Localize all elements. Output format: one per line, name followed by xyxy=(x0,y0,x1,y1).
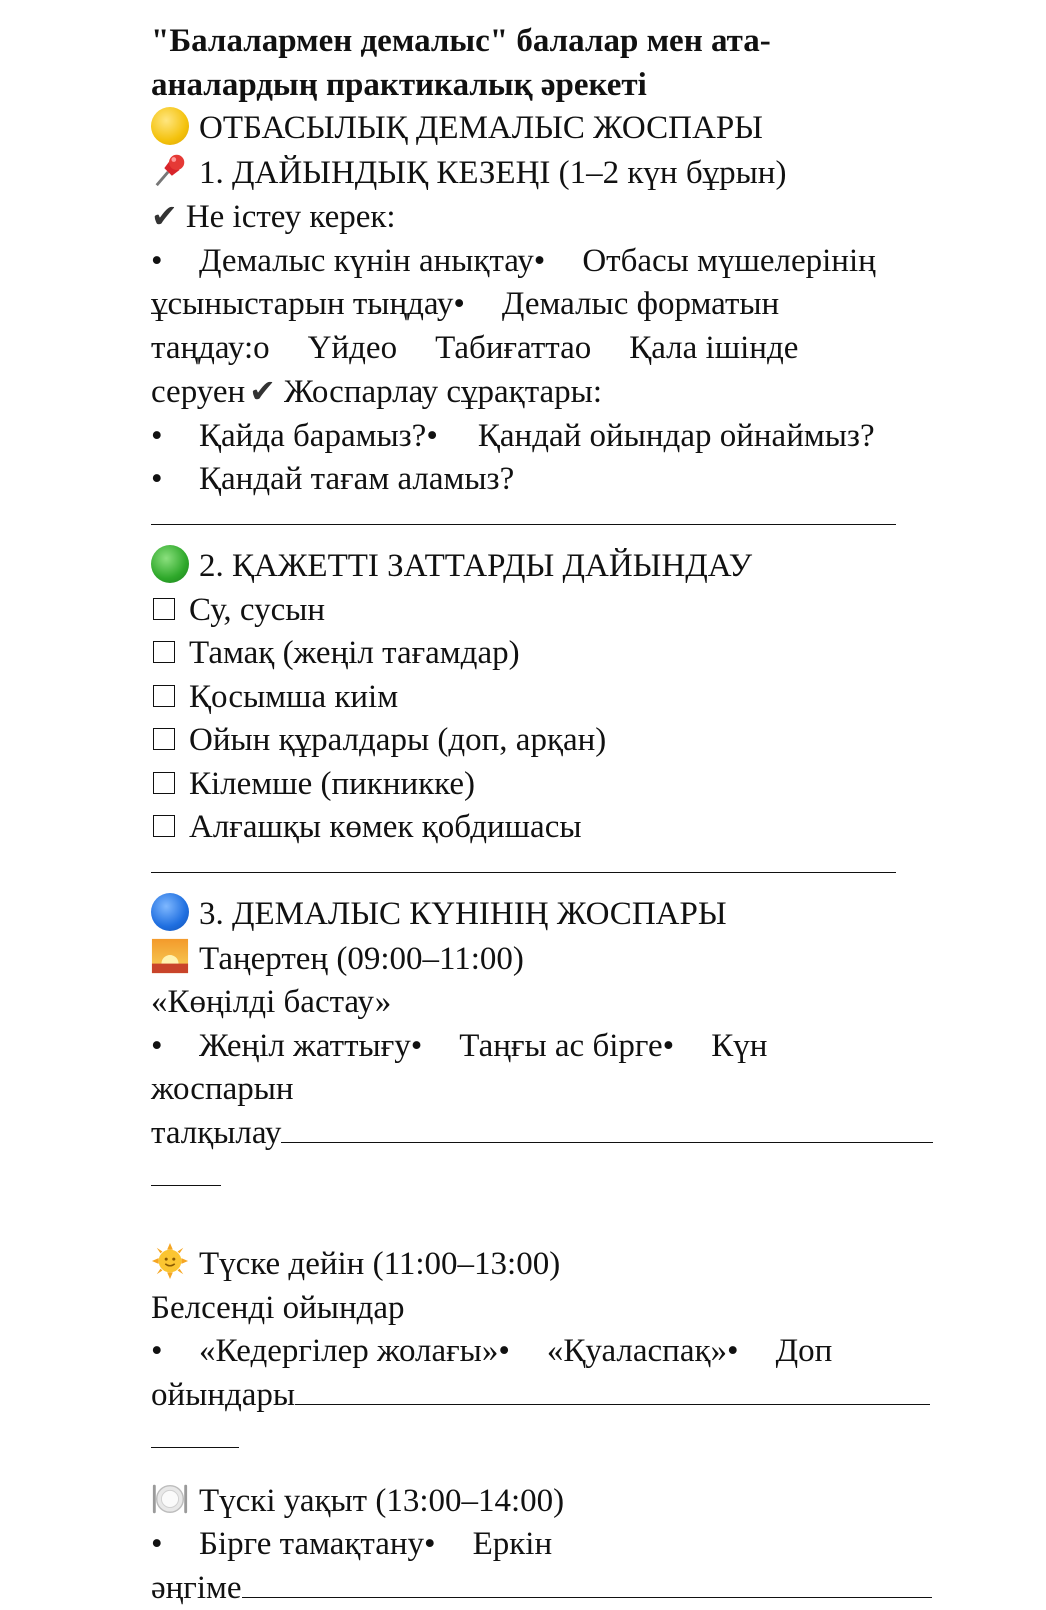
sunrise-icon xyxy=(151,937,189,975)
checklist-item-label: Алғашқы көмек қобдишасы xyxy=(189,809,582,845)
noon-ball: Доп xyxy=(776,1330,833,1374)
plate-icon xyxy=(151,1479,189,1517)
bullet: • xyxy=(151,415,199,459)
todo-item-family-cont: ұсыныстарын тыңдау• xyxy=(151,283,465,327)
format-nature: Табиғаттао xyxy=(435,327,591,371)
sun-face-icon xyxy=(151,1242,189,1280)
todo-item-date: Демалыс күнін анықтау• xyxy=(199,240,545,284)
questions-line-1 xyxy=(151,415,961,459)
doc-title-line-1: "Балалармен демалыс" балалар мен ата- xyxy=(151,20,961,64)
bullet: • xyxy=(151,1523,199,1567)
question-where: Қайда барамыз?• xyxy=(199,415,438,459)
checklist-item xyxy=(151,763,961,807)
morning-line-1 xyxy=(151,1025,961,1069)
lunch-heading-text: Түскі уақыт (13:00–14:00) xyxy=(199,1483,564,1519)
questions-label: Жоспарлау сұрақтары: xyxy=(284,374,602,410)
questions-line-2 xyxy=(151,458,961,502)
checklist-item-label: Қосымша киім xyxy=(189,679,398,715)
document xyxy=(151,20,961,1610)
green-circle-icon xyxy=(151,545,189,583)
morning-day: Күн xyxy=(711,1025,767,1069)
lunch-heading xyxy=(151,1479,961,1524)
question-food: Қандай тағам аламыз? xyxy=(199,458,514,502)
plan-heading xyxy=(151,107,961,151)
noon-line-1 xyxy=(151,1330,961,1374)
checkbox-icon[interactable] xyxy=(153,815,175,837)
todo-item-family: Отбасы мүшелерінің xyxy=(582,240,875,284)
stage3-heading-text: 3. ДЕМАЛЫС КҮНІНІҢ ЖОСПАРЫ xyxy=(199,896,727,932)
stage2-heading-text: 2. ҚАЖЕТТІ ЗАТТАРДЫ ДАЙЫНДАУ xyxy=(199,548,752,584)
checklist-item-label: Тамақ (жеңіл тағамдар) xyxy=(189,635,520,671)
morning-discuss: талқылау xyxy=(151,1112,281,1156)
noon-title: Белсенді ойындар xyxy=(151,1287,961,1331)
todo-label-text: Не істеу керек: xyxy=(186,199,396,235)
lunch-line-2 xyxy=(151,1567,961,1610)
fill-in-line[interactable] xyxy=(281,1112,933,1143)
todo-label xyxy=(151,195,961,240)
noon-ball-games: ойындары xyxy=(151,1374,295,1418)
todo-line-4 xyxy=(151,370,961,415)
todo-item-format: Демалыс форматын xyxy=(502,283,779,327)
question-games: Қандай ойындар ойнаймыз? xyxy=(478,415,875,459)
format-choose: таңдау:о xyxy=(151,327,270,371)
todo-line-3 xyxy=(151,327,961,371)
checklist-item-label: Су, сусын xyxy=(189,592,325,628)
section-divider xyxy=(151,850,961,894)
checklist-item-label: Ойын құралдары (доп, арқан) xyxy=(189,722,606,758)
checkbox-icon[interactable] xyxy=(153,685,175,707)
format-walk: серуен xyxy=(151,371,245,415)
checkbox-icon[interactable] xyxy=(153,641,175,663)
spacer xyxy=(151,1199,961,1243)
lunch-talk: әңгіме xyxy=(151,1567,242,1610)
morning-heading-text: Таңертең (09:00–11:00) xyxy=(199,941,524,977)
checklist-item xyxy=(151,676,961,720)
morning-line-3 xyxy=(151,1112,961,1156)
doc-title-line-2: аналардың практикалық әрекеті xyxy=(151,64,961,108)
checkmark-icon: ✔ xyxy=(249,372,276,410)
checkmark-icon: ✔ xyxy=(151,197,178,235)
format-city: Қала ішінде xyxy=(629,327,798,371)
noon-line-3 xyxy=(151,1417,961,1461)
morning-line-4 xyxy=(151,1155,961,1199)
stage1-heading xyxy=(151,151,961,196)
noon-heading xyxy=(151,1242,961,1287)
stage2-heading xyxy=(151,545,961,589)
todo-line-1 xyxy=(151,240,961,284)
lunch-line-1 xyxy=(151,1523,961,1567)
checklist-item xyxy=(151,719,961,763)
morning-exercise: Жеңіл жаттығу• xyxy=(199,1025,422,1069)
lunch-free: Еркін xyxy=(473,1523,553,1567)
bullet: • xyxy=(151,1330,199,1374)
fill-in-line[interactable] xyxy=(242,1567,932,1598)
todo-line-2 xyxy=(151,283,961,327)
morning-line-2: жоспарын xyxy=(151,1068,961,1112)
blue-circle-icon xyxy=(151,893,189,931)
checkbox-icon[interactable] xyxy=(153,728,175,750)
checklist-item xyxy=(151,806,961,850)
morning-title: «Көңілді бастау» xyxy=(151,981,961,1025)
bullet: • xyxy=(151,458,199,502)
checklist-item xyxy=(151,632,961,676)
noon-heading-text: Түске дейін (11:00–13:00) xyxy=(199,1246,560,1282)
pushpin-icon xyxy=(151,151,189,189)
morning-heading xyxy=(151,937,961,982)
bullet: • xyxy=(151,1025,199,1069)
noon-obstacle: «Кедергілер жолағы»• xyxy=(199,1330,510,1374)
fill-in-line[interactable] xyxy=(151,1417,239,1448)
plan-heading-text: ОТБАСЫЛЫҚ ДЕМАЛЫС ЖОСПАРЫ xyxy=(199,110,763,146)
checkbox-icon[interactable] xyxy=(153,772,175,794)
bullet: • xyxy=(151,240,199,284)
noon-line-2 xyxy=(151,1374,961,1418)
checklist-item-label: Кілемше (пикникке) xyxy=(189,766,475,802)
yellow-circle-icon xyxy=(151,107,189,145)
noon-tag: «Қуаласпақ»• xyxy=(547,1330,739,1374)
fill-in-line[interactable] xyxy=(295,1374,930,1405)
section-divider xyxy=(151,502,961,546)
stage1-heading-text: 1. ДАЙЫНДЫҚ КЕЗЕҢІ (1–2 күн бұрын) xyxy=(199,155,786,191)
format-home: Үйдео xyxy=(308,327,397,371)
lunch-together: Бірге тамақтану• xyxy=(199,1523,436,1567)
checklist-item xyxy=(151,589,961,633)
checkbox-icon[interactable] xyxy=(153,598,175,620)
morning-breakfast: Таңғы ас бірге• xyxy=(459,1025,674,1069)
stage3-heading xyxy=(151,893,961,937)
spacer xyxy=(151,1461,961,1479)
fill-in-line[interactable] xyxy=(151,1155,221,1186)
